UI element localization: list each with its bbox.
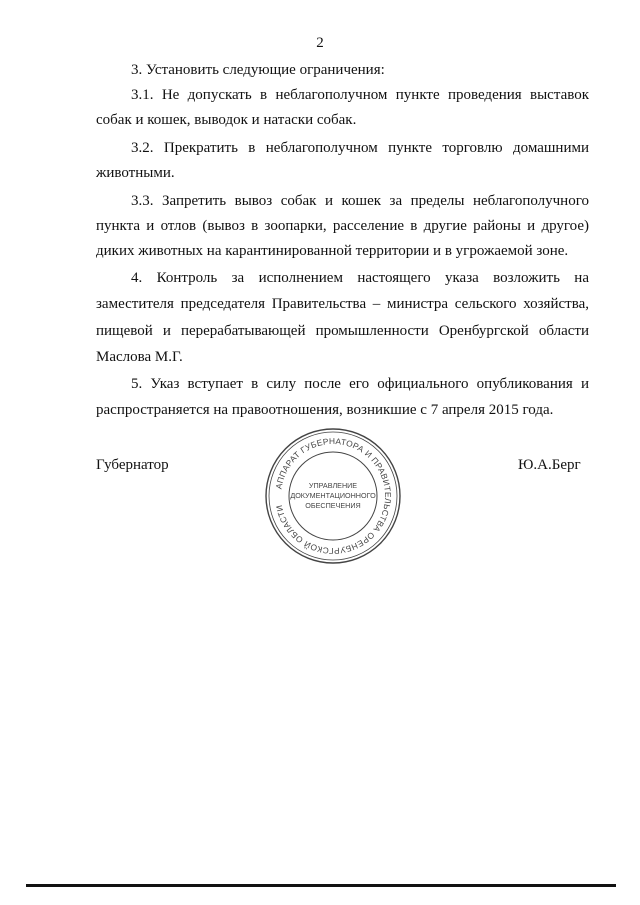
signature-title: Губернатор <box>96 457 169 473</box>
bottom-rule <box>26 884 616 887</box>
paragraph-3-3-line-3: диких животных на карантинированной территории и в угрожаемой зоне. <box>96 243 569 259</box>
seal-center-line-2: ДОКУМЕНТАЦИОННОГО <box>290 491 376 500</box>
paragraph-4-line-1: 4. Контроль за исполнением настоящего указа возложить на <box>131 270 589 286</box>
paragraph-5-line-2: распространяется на правоотношения, возникшие с 7 апреля 2015 года. <box>96 402 554 418</box>
paragraph-3-2-line-1: 3.2. Прекратить в неблагополучном пункте торговлю домашними <box>131 140 589 156</box>
paragraph-4-line-2: заместителя председателя Правительства – министра сельского хозяйства, <box>96 296 589 312</box>
seal-center-line-1: УПРАВЛЕНИЕ <box>308 481 358 490</box>
paragraph-5-line-1: 5. Указ вступает в силу после его официального опубликования и <box>131 376 589 392</box>
seal-center-line-3: ОБЕСПЕЧЕНИЯ <box>305 501 361 510</box>
paragraph-3-3-line-1: 3.3. Запретить вывоз собак и кошек за пределы неблагополучного <box>131 193 589 209</box>
paragraph-3-line-1: 3. Установить следующие ограничения: <box>131 62 385 78</box>
signature-name: Ю.А.Берг <box>518 457 581 473</box>
paragraph-4-line-3: пищевой и перерабатывающей промышленности Оренбургской области <box>96 323 589 339</box>
seal-ring-textpath: АППАРАТ ГУБЕРНАТОРА И ПРАВИТЕЛЬСТВА ОРЕНБУРГСКОЙ ОБЛАСТИ <box>273 435 394 557</box>
paragraph-3-3-line-2: пункта и отлов (вывоз в зоопарки, расселение в другие районы и другое) <box>96 218 589 234</box>
paragraph-4-line-4: Маслова М.Г. <box>96 349 183 365</box>
paragraph-3-2-line-2: животными. <box>96 165 175 181</box>
official-seal <box>263 426 403 566</box>
paragraph-3-1-line-1: 3.1. Не допускать в неблагополучном пункте проведения выставок <box>131 87 589 103</box>
paragraph-3-1-line-2: собак и кошек, выводок и натаски собак. <box>96 112 357 128</box>
page-number: 2 <box>316 35 324 51</box>
